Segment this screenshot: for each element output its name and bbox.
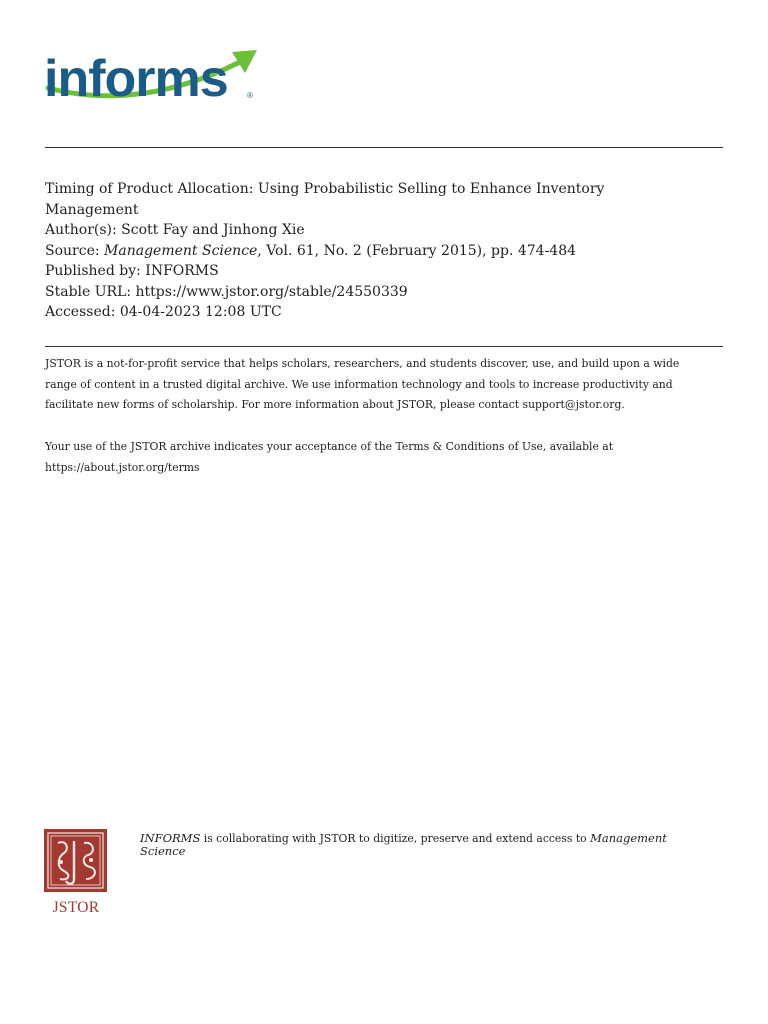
article-title-line2: Management [45,201,139,218]
jstor-emblem [44,829,107,892]
article-stable-url[interactable]: Stable URL: https://www.jstor.org/stable/24550339 [45,283,408,300]
top-divider [45,147,723,148]
jstor-description [45,354,725,416]
article-title-line1: Timing of Product Allocation: Using Probabilistic Selling to Enhance Inventory [45,181,605,197]
logo-registered-mark: ® [247,91,253,100]
jstor-logo [44,829,108,919]
jstor-description-line2: range of content in a trusted digital archive. We use information technology and tools to increase productivity and [45,377,673,391]
terms-link[interactable]: https://about.jstor.org/terms [45,460,200,474]
jstor-description-line1: JSTOR is a not-for-profit service that helps scholars, researchers, and students discover, use, and build upon a wide [45,357,680,370]
collab-journal-line1: Management [590,831,667,845]
source-details: , Vol. 61, No. 2 (February 2015), pp. 474-484 [257,242,577,259]
middle-divider [45,346,723,347]
terms-of-use [45,437,725,478]
logo-wordmark: informs [44,50,228,105]
jstor-emblem-graphic [44,829,107,892]
article-authors: Author(s): Scott Fay and Jinhong Xie [45,222,305,238]
jstor-wordmark: JSTOR [52,899,100,916]
article-source [45,241,735,262]
collab-org: INFORMS [140,831,201,845]
terms-of-use-line1: Your use of the JSTOR archive indicates your acceptance of the Terms & Conditions of Use, available at [45,439,614,453]
source-prefix: Source: [45,242,105,259]
collaboration-note [140,832,700,858]
article-publisher: Published by: INFORMS [45,263,219,279]
article-metadata [45,179,735,323]
source-journal: Management Science [104,242,258,259]
informs-logo [40,40,265,105]
jstor-terms [45,354,725,478]
collab-journal-line2: Science [140,844,186,858]
jstor-description-line3: facilitate new forms of scholarship. For more information about JSTOR, please contact support@jstor.org. [45,398,625,412]
article-accessed: Accessed: 04-04-2023 12:08 UTC [45,304,282,320]
collab-text: is collaborating with JSTOR to digitize, preserve and extend access to [200,832,591,845]
informs-logo-graphic [40,40,265,105]
